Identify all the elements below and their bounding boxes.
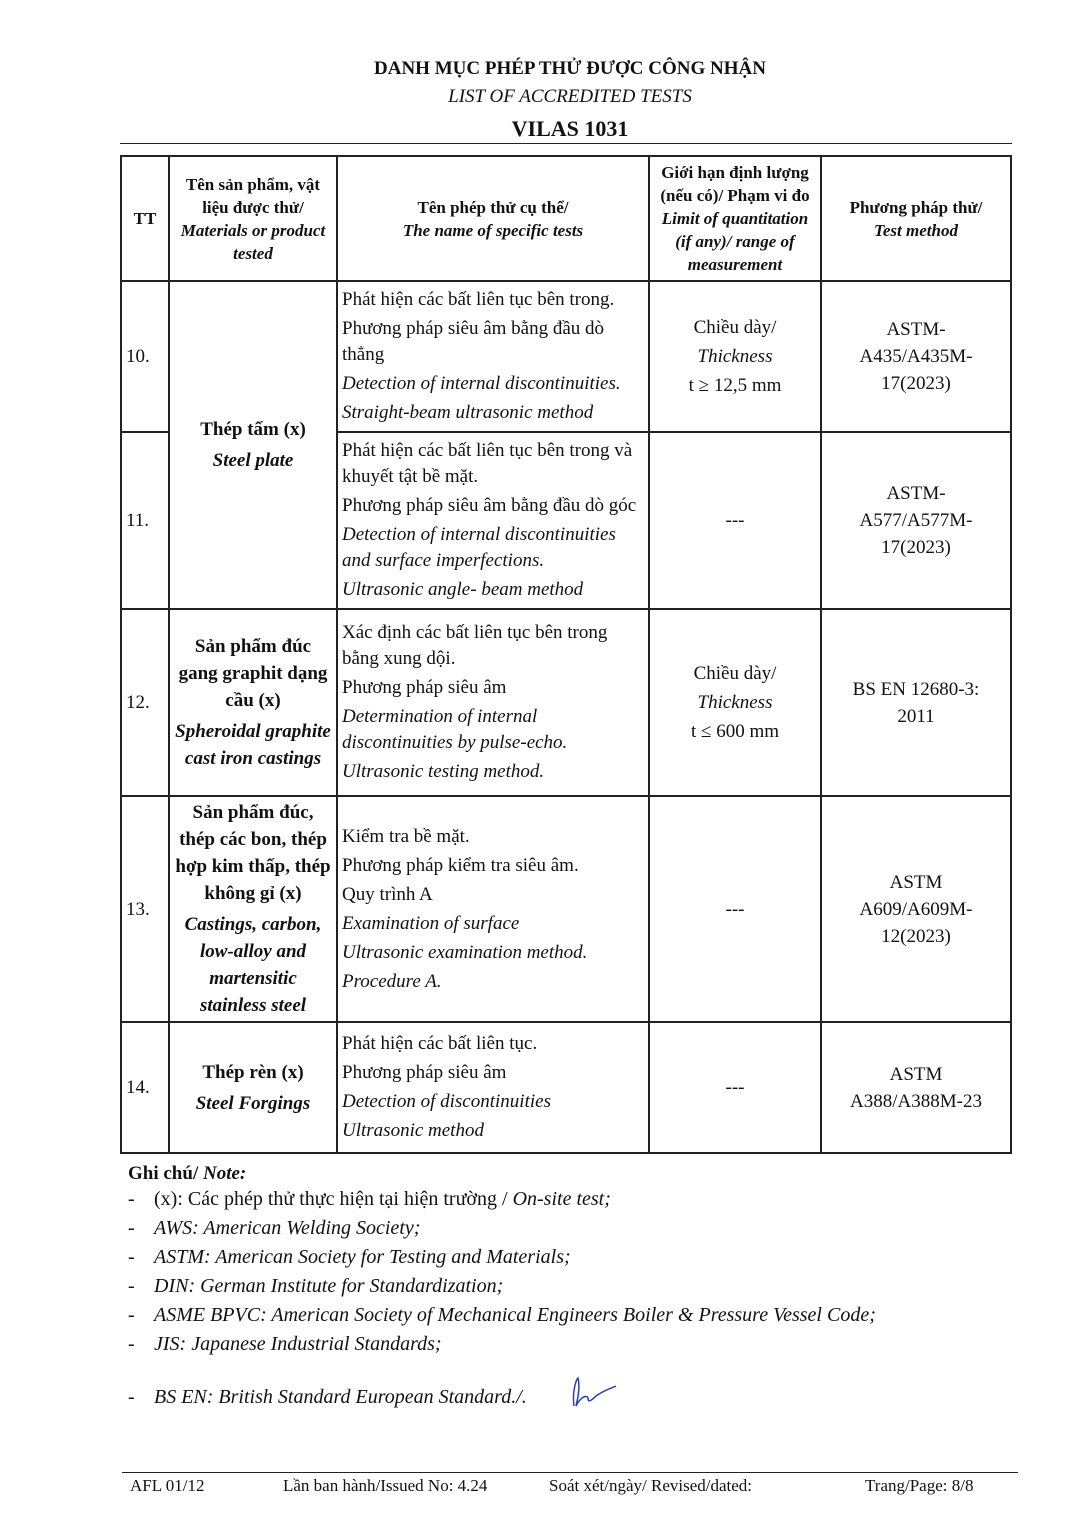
limit-line: --- [725,510,745,531]
note-text: DIN: German Institute for Standardization; [154,1275,504,1297]
col-tt: TT [121,156,169,281]
limit-line: Chiều dày/ [693,317,777,338]
col-test [337,156,649,281]
row-number: 13. [121,796,169,1022]
test-cell [337,432,649,609]
col-method-vi: Phương pháp thử/ [849,197,983,217]
product-vi: Sản phẩm đúc, thép các bon, thép hợp kim thấp, thép không gỉ (x) [175,802,331,904]
row-number: 12. [121,609,169,796]
test-line: Phát hiện các bất liên tục bên trong. [342,289,615,310]
note-item: - ASTM: American Society for Testing and Materials; [128,1246,571,1268]
test-cell [337,1022,649,1153]
limit-line: t ≤ 600 mm [690,721,779,742]
product-vi: Thép rèn (x) [202,1061,304,1083]
limit-line: Thickness [697,692,773,713]
test-cell [337,609,649,796]
test-line: Xác định các bất liên tục bên trong bằng xung dội. [342,622,608,669]
product-cell [169,796,337,1022]
title-en: LIST OF ACCREDITED TESTS [448,86,692,107]
test-line: Phương pháp siêu âm [342,677,507,698]
limit-line: --- [725,1077,745,1098]
notes-heading-vi: Ghi chú/ [128,1163,199,1184]
header-rule [120,143,1012,144]
product-vi: Sản phẩm đúc gang graphit dạng cầu (x) [178,636,328,711]
table-row [121,1022,1011,1153]
footer-issued: Lần ban hành/Issued No: 4.24 [283,1476,488,1495]
limit-line: t ≥ 12,5 mm [688,375,782,396]
col-product [169,156,337,281]
note-item: - AWS: American Welding Society; [128,1217,421,1239]
method-cell: ASTM A609/A609M-12(2023) [821,796,1011,1022]
table-row [121,281,1011,432]
row-number: 11. [121,432,169,609]
table-row [121,796,1011,1022]
test-line: Phát hiện các bất liên tục. [342,1033,538,1054]
test-line: Detection of discontinuities [342,1091,551,1112]
test-line: Phương pháp kiểm tra siêu âm. [342,854,579,876]
limit-cell [649,1022,821,1153]
col-limit-en: Limit of quantitation (if any)/ range of measurement [661,209,809,274]
note-onsite-en: On-site test; [512,1188,611,1210]
note-text: ASTM: American Society for Testing and Materials; [154,1246,571,1268]
col-test-en: The name of specific tests [402,220,584,240]
col-product-vi: Tên sản phẩm, vật liệu được thử/ [185,174,321,217]
test-line: Kiểm tra bề mặt. [342,825,470,847]
limit-line: --- [725,898,745,920]
test-line: Detection of internal discontinuities and surface imperfections. [342,524,616,571]
col-method [821,156,1011,281]
test-line: Phát hiện các bất liên tục bên trong và khuyết tật bề mặt. [342,440,633,487]
test-line: Ultrasonic method [342,1120,484,1141]
test-line: Examination of surface [342,912,520,934]
note-item: - DIN: German Institute for Standardization; [128,1275,504,1297]
col-limit-vi: Giới hạn định lượng (nếu có)/ Phạm vi đo [660,163,810,205]
product-en: Castings, carbon, low-alloy and martensitic stainless steel [184,914,322,1016]
limit-line: Thickness [697,346,773,367]
note-item: - JIS: Japanese Industrial Standards; [128,1333,442,1355]
table-header-row [121,156,1011,281]
note-onsite-vi: (x): Các phép thử thực hiện tại hiện trường / [154,1188,513,1210]
note-text: ASME BPVC: American Society of Mechanical Engineers Boiler & Pressure Vessel Code; [154,1304,876,1326]
test-line: Ultrasonic angle- beam method [342,579,584,600]
product-cell [169,1022,337,1153]
product-en: Spheroidal graphite cast iron castings [175,721,331,769]
test-cell [337,796,649,1022]
footer-page: Trang/Page: 8/8 [865,1476,974,1495]
note-text: BS EN: British Standard European Standard./. [154,1386,527,1408]
notes [128,1163,876,1412]
footer-revised: Soát xét/ngày/ Revised/dated: [549,1476,753,1495]
product-cell [169,609,337,796]
method-cell: ASTM-A435/A435M-17(2023) [821,281,1011,432]
col-method-en: Test method [874,220,958,240]
accredited-tests-table [120,155,1012,1154]
note-text: JIS: Japanese Industrial Standards; [154,1333,442,1355]
test-line: Detection of internal discontinuities. [342,373,621,394]
limit-cell [649,432,821,609]
footer-form: AFL 01/12 [130,1476,205,1495]
notes-heading-en: Note: [198,1163,247,1184]
col-product-en: Materials or product tested [180,220,326,263]
note-item: - ASME BPVC: American Society of Mechanical Engineers Boiler & Pressure Vessel Code; [128,1304,876,1326]
row-number: 14. [121,1022,169,1153]
test-line: Straight-beam ultrasonic method [342,402,594,423]
product-vi: Thép tấm (x) [200,419,306,440]
limit-cell [649,796,821,1022]
test-line: Determination of internal discontinuities by pulse-echo. [342,706,568,753]
test-line: Ultrasonic testing method. [342,761,545,782]
test-line: Procedure A. [342,970,442,992]
col-test-vi: Tên phép thử cụ thể/ [417,197,569,217]
test-cell [337,281,649,432]
limit-line: Chiều dày/ [693,663,777,684]
test-line: Ultrasonic examination method. [342,941,588,963]
footer-rule [122,1472,1018,1473]
title-vi: DANH MỤC PHÉP THỬ ĐƯỢC CÔNG NHẬN [374,58,766,79]
product-en: Steel plate [212,450,294,471]
notes-heading [128,1163,876,1185]
test-line: Phương pháp siêu âm bằng đầu dò góc [342,495,637,516]
row-number: 10. [121,281,169,432]
table-row [121,609,1011,796]
note-item: - BS EN: British Standard European Standard./. [128,1386,527,1408]
note-item: - (x): Các phép thử thực hiện tại hiện trường / On-site test; [128,1188,611,1210]
product-cell [169,281,337,609]
product-en: Steel Forgings [195,1092,311,1114]
test-line: Phương pháp siêu âm [342,1062,507,1083]
limit-cell [649,609,821,796]
method-cell: ASTM A388/A388M-23 [821,1022,1011,1153]
test-line: Phương pháp siêu âm bằng đầu dò thẳng [342,318,605,365]
col-limit [649,156,821,281]
method-cell: BS EN 12680-3: 2011 [821,609,1011,796]
signature-icon [566,1376,622,1410]
test-line: Quy trình A [342,883,433,905]
limit-cell [649,281,821,432]
method-cell: ASTM-A577/A577M-17(2023) [821,432,1011,609]
note-text: AWS: American Welding Society; [154,1217,421,1239]
vilas-code: VILAS 1031 [511,116,629,141]
